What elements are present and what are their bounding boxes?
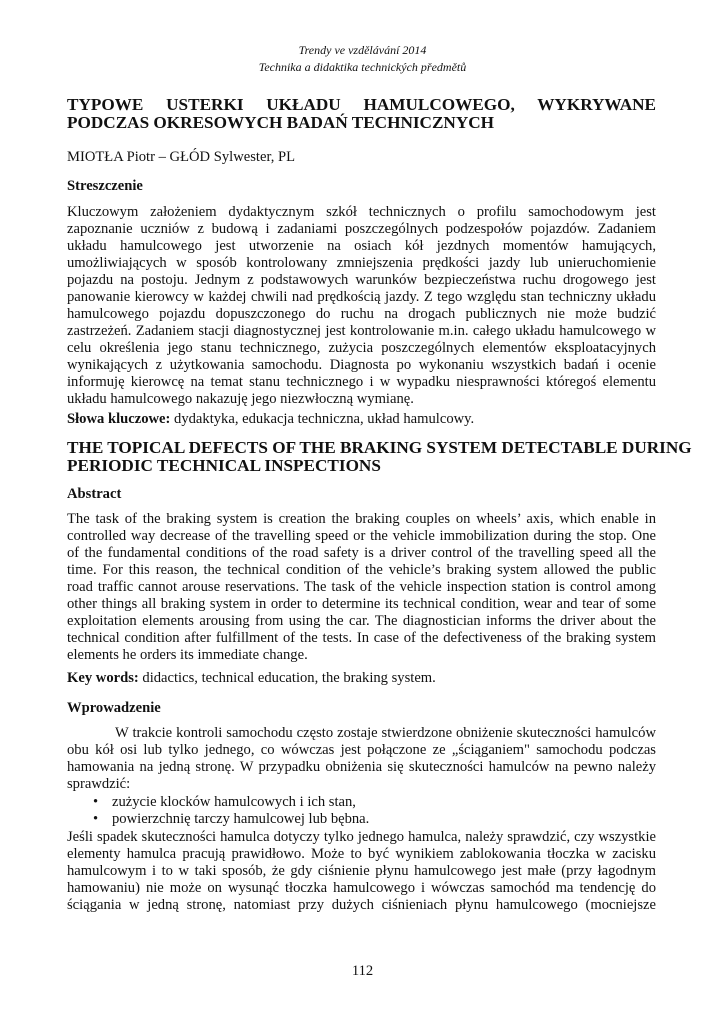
- text-line: time. For this reason, the technical condition of the vehicle’s braking system allowed the public: [67, 562, 656, 578]
- title-line: PERIODIC TECHNICAL INSPECTIONS: [67, 456, 381, 475]
- text-line: hamowaniu) nie może on wysunąć tłoczka hamulcowego i wówczas samochód ma tendencję do: [67, 880, 656, 896]
- text-line: hamulcowym i to w taki sposób, że gdy ciśnienie płynu hamulcowego jest małe (przy łagodnym: [67, 863, 656, 879]
- text-line: zastrzeżeń. Zadaniem stacji diagnostycznej jest kontrolowanie m.in. całego układu hamulcowego w: [67, 323, 656, 339]
- text-line: wynikających z użytkowania samochodu. Diagnosta po wykonaniu wszystkich badań i ocenie: [67, 357, 656, 373]
- header-subtitle: Technika a didaktika technických předmětů: [258, 60, 467, 74]
- text-line: panowanie kierowcy w każdej chwili nad prędkością jazdy. Z tego względu stan techniczny układu: [67, 289, 656, 305]
- title-polish: [67, 96, 656, 132]
- keywords-polish: [67, 411, 656, 428]
- title-english: [67, 438, 692, 475]
- streszczenie-paragraph: [67, 204, 656, 408]
- text-line: other things all braking system in order to determine its technical condition, wear and tear of some: [67, 596, 656, 612]
- heading-wprowadzenie: Wprowadzenie: [67, 700, 161, 716]
- text-line: pojazdu na postoju. Jednym z podstawowych warunków bezpieczeństwa ruchu drogowego jest: [67, 272, 656, 288]
- text-line: hamowania na jedną stronę. W przypadku obniżenia się skuteczności hamulców na pewno należy: [67, 759, 656, 775]
- authors: MIOTŁA Piotr – GŁÓD Sylwester, PL: [67, 149, 296, 165]
- intro-paragraph-2: [67, 829, 656, 914]
- keywords-value: didactics, technical education, the braking system.: [138, 670, 436, 686]
- text-line: celu określenia jego stanu technicznego, zużycia poszczególnych elementów eksploatacyjnych: [67, 340, 656, 356]
- text-line: road traffic cannot arouse reservations. The task of the vehicle inspection station is control among: [67, 579, 656, 595]
- text-line: controlled way decrease of the travelling speed or the vehicle immobilization during the stop. One: [67, 528, 656, 544]
- keywords-label: Słowa kluczowe:: [67, 411, 171, 427]
- heading-abstract: Abstract: [67, 486, 122, 502]
- text-line: elements he orders its immediate change.: [67, 647, 308, 663]
- text-line: informuję kierowcę na temat stanu technicznego i w wypadku niesprawności któregoś elementu: [67, 374, 656, 390]
- text-line: zapoznanie uczniów z budową i zadaniami poszczególnych podzespołów pojazdów. Zadaniem: [67, 221, 656, 237]
- text-line: umożliwiających w sposób kontrolowany zmniejszenia prędkości jazdy lub unieruchomienie: [67, 255, 656, 271]
- list-item: [67, 794, 656, 811]
- text-line: of the fundamental conditions of the road safety is a driver control of the travelling speed all the: [67, 545, 656, 561]
- text-line: sprawdzić:: [67, 776, 131, 792]
- bullet-icon: •: [93, 794, 99, 810]
- bullet-list: [67, 794, 656, 828]
- text-line: układu hamulcowego jest utworzenie na osiach kół jezdnych momentów hamujących,: [67, 238, 656, 254]
- text-line: Jeśli spadek skuteczności hamulca dotyczy tylko jednego hamulca, należy sprawdzić, czy wszystkie: [67, 829, 656, 845]
- text-line: exploitation elements arousing from using the car. The diagnostician informs the driver about the: [67, 613, 656, 629]
- text-line: The task of the braking system is creation the braking couples on wheels’ axis, which enable in: [67, 511, 656, 527]
- title-line: PODCZAS OKRESOWYCH BADAŃ TECHNICZNYCH: [67, 113, 495, 132]
- abstract-paragraph: [67, 511, 656, 664]
- keywords-label: Key words:: [67, 670, 139, 686]
- list-item-text: zużycie klocków hamulcowych i ich stan,: [112, 794, 356, 810]
- list-item: [67, 811, 656, 828]
- title-line: THE TOPICAL DEFECTS OF THE BRAKING SYSTEM DETECTABLE DURING: [67, 438, 692, 457]
- keywords-value: dydaktyka, edukacja techniczna, układ hamulcowy.: [170, 411, 475, 427]
- header-conference: Trendy ve vzdělávání 2014: [298, 43, 427, 57]
- text-line: W trakcie kontroli samochodu często zostaje stwierdzone obniżenie skuteczności hamulców: [115, 725, 656, 741]
- running-header: [0, 42, 725, 76]
- text-line: ściągania w jedną stronę, natomiast przy dużych ciśnieniach płynu hamulcowego (mocniejsze: [67, 897, 656, 913]
- heading-streszczenie: Streszczenie: [67, 178, 143, 194]
- page-number: 112: [351, 963, 374, 979]
- keywords-english: [67, 670, 656, 687]
- title-line: TYPOWE USTERKI UKŁADU HAMULCOWEGO, WYKRYWANE: [67, 95, 656, 114]
- text-line: elementy hamulca pracują prawidłowo. Może to być wynikiem zablokowania tłoczka w zacisku: [67, 846, 656, 862]
- list-item-text: powierzchnię tarczy hamulcowej lub bębna.: [112, 811, 370, 827]
- text-line: Kluczowym założeniem dydaktycznym szkół technicznych o profilu samochodowym jest: [67, 204, 656, 220]
- text-line: hamulcowego pojazdu dopuszczonego do ruchu na drogach publicznych nie może budzić: [67, 306, 656, 322]
- text-line: układu hamulcowego nakazuję jego niezwłoczną wymianę.: [67, 391, 414, 407]
- text-line: technical condition after fulfillment of the tests. In case of the defectiveness of the braking system: [67, 630, 656, 646]
- bullet-icon: •: [93, 811, 99, 827]
- intro-paragraph-1: [67, 725, 656, 793]
- text-line: obu kół osi lub tylko jednego, co wówczas jest połączone ze „ściąganiem" samochodu podczas: [67, 742, 656, 758]
